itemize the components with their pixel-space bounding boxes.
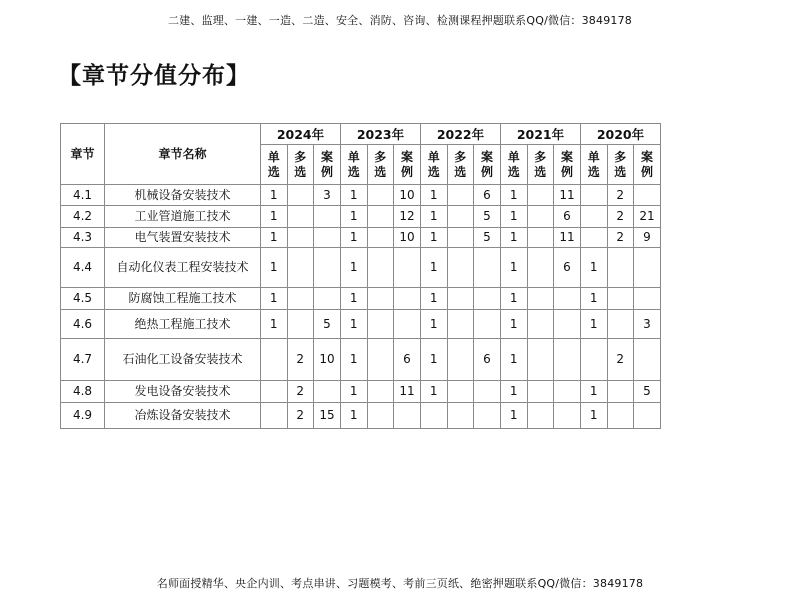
score-cell (447, 248, 474, 288)
subcolumn-char: 单 (267, 149, 280, 164)
score-cell (474, 288, 501, 310)
score-cell: 1 (341, 185, 368, 206)
table-row (61, 339, 661, 381)
score-cell: 1 (421, 381, 448, 403)
score-cell (261, 403, 288, 429)
subcolumn-char: 选 (427, 164, 440, 179)
score-cell: 1 (341, 288, 368, 310)
score-cell (287, 206, 314, 228)
chapter-name: 电气装置安装技术 (105, 228, 261, 248)
score-cell (581, 185, 608, 206)
score-cell (447, 228, 474, 248)
score-cell (554, 339, 581, 381)
score-cell: 1 (261, 185, 288, 206)
score-cell (447, 206, 474, 228)
score-cell: 1 (341, 228, 368, 248)
subcolumn-char: 多 (534, 149, 547, 164)
score-cell: 1 (501, 339, 528, 381)
subcolumn-char: 选 (374, 164, 387, 179)
score-cell: 1 (501, 228, 528, 248)
score-cell (314, 288, 341, 310)
score-cell (527, 381, 554, 403)
header-year: 2021年 (501, 124, 581, 145)
subcolumn-char: 选 (294, 164, 307, 179)
score-cell: 15 (314, 403, 341, 429)
score-cell: 5 (474, 206, 501, 228)
score-distribution-table (60, 123, 661, 429)
header-year: 2023年 (341, 124, 421, 145)
score-cell (634, 248, 661, 288)
score-cell (527, 228, 554, 248)
subcolumn-char: 例 (320, 164, 333, 179)
score-cell (394, 248, 421, 288)
score-cell: 1 (581, 248, 608, 288)
score-cell: 2 (607, 339, 634, 381)
score-cell: 1 (261, 248, 288, 288)
score-cell (287, 185, 314, 206)
score-cell: 1 (421, 310, 448, 339)
score-cell (474, 310, 501, 339)
score-cell (554, 403, 581, 429)
score-cell: 1 (341, 310, 368, 339)
score-cell: 1 (421, 228, 448, 248)
score-cell: 1 (501, 185, 528, 206)
header-subcolumn (314, 145, 341, 185)
chapter-number: 4.4 (61, 248, 105, 288)
subcolumn-char: 例 (560, 164, 573, 179)
chapter-number: 4.3 (61, 228, 105, 248)
score-cell (607, 403, 634, 429)
score-cell: 1 (261, 206, 288, 228)
score-cell: 10 (394, 228, 421, 248)
chapter-number: 4.7 (61, 339, 105, 381)
score-cell: 6 (474, 185, 501, 206)
score-cell: 6 (474, 339, 501, 381)
score-cell (261, 381, 288, 403)
table-row (61, 310, 661, 339)
score-cell: 11 (394, 381, 421, 403)
header-subcolumn (261, 145, 288, 185)
score-cell: 2 (287, 381, 314, 403)
subcolumn-char: 例 (400, 164, 413, 179)
score-cell: 1 (341, 403, 368, 429)
score-cell (367, 206, 394, 228)
subcolumn-char: 单 (587, 149, 600, 164)
score-cell (314, 228, 341, 248)
score-cell (607, 310, 634, 339)
score-cell (554, 288, 581, 310)
score-cell (554, 381, 581, 403)
score-cell (314, 248, 341, 288)
score-cell: 1 (421, 339, 448, 381)
score-cell: 1 (421, 288, 448, 310)
score-cell (527, 403, 554, 429)
score-cell: 6 (394, 339, 421, 381)
score-cell: 2 (287, 403, 314, 429)
subcolumn-char: 多 (294, 149, 307, 164)
score-cell: 10 (394, 185, 421, 206)
subcolumn-char: 选 (614, 164, 627, 179)
score-cell (287, 288, 314, 310)
chapter-number: 4.9 (61, 403, 105, 429)
score-cell (447, 381, 474, 403)
score-cell: 5 (314, 310, 341, 339)
subcolumn-char: 选 (507, 164, 520, 179)
score-cell: 1 (581, 310, 608, 339)
header-chapter: 章节 (61, 124, 105, 185)
header-subcolumn (581, 145, 608, 185)
score-cell: 6 (554, 206, 581, 228)
subcolumn-char: 案 (320, 149, 333, 164)
score-cell: 1 (581, 288, 608, 310)
header-chapter-name: 章节名称 (105, 124, 261, 185)
score-cell (554, 310, 581, 339)
score-cell (314, 206, 341, 228)
subcolumn-char: 例 (480, 164, 493, 179)
chapter-name: 自动化仪表工程安装技术 (105, 248, 261, 288)
header-subcolumn (554, 145, 581, 185)
header-subcolumn (501, 145, 528, 185)
score-cell: 1 (501, 403, 528, 429)
chapter-name: 石油化工设备安装技术 (105, 339, 261, 381)
chapter-name: 冶炼设备安装技术 (105, 403, 261, 429)
score-cell: 1 (581, 403, 608, 429)
score-cell (607, 381, 634, 403)
score-cell: 5 (634, 381, 661, 403)
score-cell: 2 (607, 206, 634, 228)
header-subcolumn (421, 145, 448, 185)
score-cell (367, 288, 394, 310)
score-cell (581, 206, 608, 228)
score-cell (394, 288, 421, 310)
header-subcolumn (287, 145, 314, 185)
subcolumn-char: 单 (507, 149, 520, 164)
score-cell: 1 (581, 381, 608, 403)
chapter-name: 机械设备安装技术 (105, 185, 261, 206)
score-cell (447, 403, 474, 429)
score-cell: 2 (607, 228, 634, 248)
score-cell: 1 (341, 381, 368, 403)
header-subcolumn (341, 145, 368, 185)
score-cell: 1 (501, 310, 528, 339)
subcolumn-char: 多 (614, 149, 627, 164)
header-subcolumn (607, 145, 634, 185)
score-cell: 1 (261, 288, 288, 310)
score-cell (474, 248, 501, 288)
score-cell (287, 310, 314, 339)
score-cell: 21 (634, 206, 661, 228)
score-cell (527, 339, 554, 381)
page-footer: 名师面授精华、央企内训、考点串讲、习题模考、考前三页纸、绝密押题联系QQ/微信：3849178 (156, 577, 644, 590)
table-row (61, 381, 661, 403)
score-cell: 1 (501, 206, 528, 228)
score-cell (367, 403, 394, 429)
header-subcolumn (394, 145, 421, 185)
table-row (61, 185, 661, 206)
score-cell (394, 310, 421, 339)
subcolumn-char: 单 (427, 149, 440, 164)
score-cell: 1 (501, 288, 528, 310)
score-cell: 2 (607, 185, 634, 206)
score-cell (607, 248, 634, 288)
subcolumn-char: 案 (560, 149, 573, 164)
header-subcolumn (447, 145, 474, 185)
score-cell: 1 (421, 206, 448, 228)
score-cell: 1 (501, 248, 528, 288)
score-cell (527, 310, 554, 339)
subcolumn-char: 例 (640, 164, 653, 179)
score-cell: 9 (634, 228, 661, 248)
header-subcolumn (367, 145, 394, 185)
score-cell (581, 339, 608, 381)
score-cell: 1 (261, 310, 288, 339)
score-cell (527, 185, 554, 206)
subcolumn-char: 选 (587, 164, 600, 179)
subcolumn-char: 案 (640, 149, 653, 164)
score-cell (474, 403, 501, 429)
page-header: 二建、监理、一建、一造、二造、安全、消防、咨询、检测课程押题联系QQ/微信：3849178 (167, 14, 632, 27)
score-cell (527, 206, 554, 228)
header-subcolumn (634, 145, 661, 185)
header-year: 2020年 (581, 124, 661, 145)
subcolumn-char: 选 (454, 164, 467, 179)
score-cell (447, 288, 474, 310)
score-cell: 10 (314, 339, 341, 381)
score-cell (367, 248, 394, 288)
score-cell: 1 (261, 228, 288, 248)
score-cell (367, 339, 394, 381)
chapter-number: 4.8 (61, 381, 105, 403)
score-cell (287, 248, 314, 288)
subcolumn-char: 多 (454, 149, 467, 164)
subcolumn-char: 案 (480, 149, 493, 164)
chapter-name: 防腐蚀工程施工技术 (105, 288, 261, 310)
score-cell: 6 (554, 248, 581, 288)
score-cell (527, 288, 554, 310)
chapter-number: 4.5 (61, 288, 105, 310)
subcolumn-char: 单 (347, 149, 360, 164)
score-cell (607, 288, 634, 310)
score-cell: 11 (554, 185, 581, 206)
score-cell: 1 (341, 339, 368, 381)
score-cell (447, 310, 474, 339)
score-cell (527, 248, 554, 288)
score-cell: 11 (554, 228, 581, 248)
score-cell (314, 381, 341, 403)
chapter-number: 4.6 (61, 310, 105, 339)
page-title: 【章节分值分布】 (58, 63, 250, 89)
score-cell (421, 403, 448, 429)
score-cell (447, 339, 474, 381)
subcolumn-char: 选 (534, 164, 547, 179)
score-cell (367, 228, 394, 248)
score-cell (634, 185, 661, 206)
score-cell: 12 (394, 206, 421, 228)
score-cell: 1 (341, 248, 368, 288)
score-cell (634, 339, 661, 381)
score-cell (634, 288, 661, 310)
score-cell (634, 403, 661, 429)
score-cell (367, 310, 394, 339)
chapter-name: 绝热工程施工技术 (105, 310, 261, 339)
subcolumn-char: 多 (374, 149, 387, 164)
score-cell: 3 (634, 310, 661, 339)
score-cell (474, 381, 501, 403)
score-cell (394, 403, 421, 429)
score-cell (581, 228, 608, 248)
chapter-number: 4.1 (61, 185, 105, 206)
score-cell: 2 (287, 339, 314, 381)
table-row (61, 403, 661, 429)
header-year: 2022年 (421, 124, 501, 145)
score-cell: 1 (501, 381, 528, 403)
score-cell (367, 381, 394, 403)
score-cell: 1 (341, 206, 368, 228)
table-row (61, 288, 661, 310)
header-year: 2024年 (261, 124, 341, 145)
header-subcolumn (527, 145, 554, 185)
chapter-name: 工业管道施工技术 (105, 206, 261, 228)
subcolumn-char: 案 (400, 149, 413, 164)
score-cell (447, 185, 474, 206)
chapter-number: 4.2 (61, 206, 105, 228)
score-cell (261, 339, 288, 381)
table-row (61, 206, 661, 228)
subcolumn-char: 选 (347, 164, 360, 179)
score-cell: 5 (474, 228, 501, 248)
chapter-name: 发电设备安装技术 (105, 381, 261, 403)
score-cell: 1 (421, 185, 448, 206)
table-row (61, 248, 661, 288)
score-cell (287, 228, 314, 248)
table-row (61, 228, 661, 248)
score-cell: 3 (314, 185, 341, 206)
score-cell (367, 185, 394, 206)
header-subcolumn (474, 145, 501, 185)
score-cell: 1 (421, 248, 448, 288)
subcolumn-char: 选 (267, 164, 280, 179)
